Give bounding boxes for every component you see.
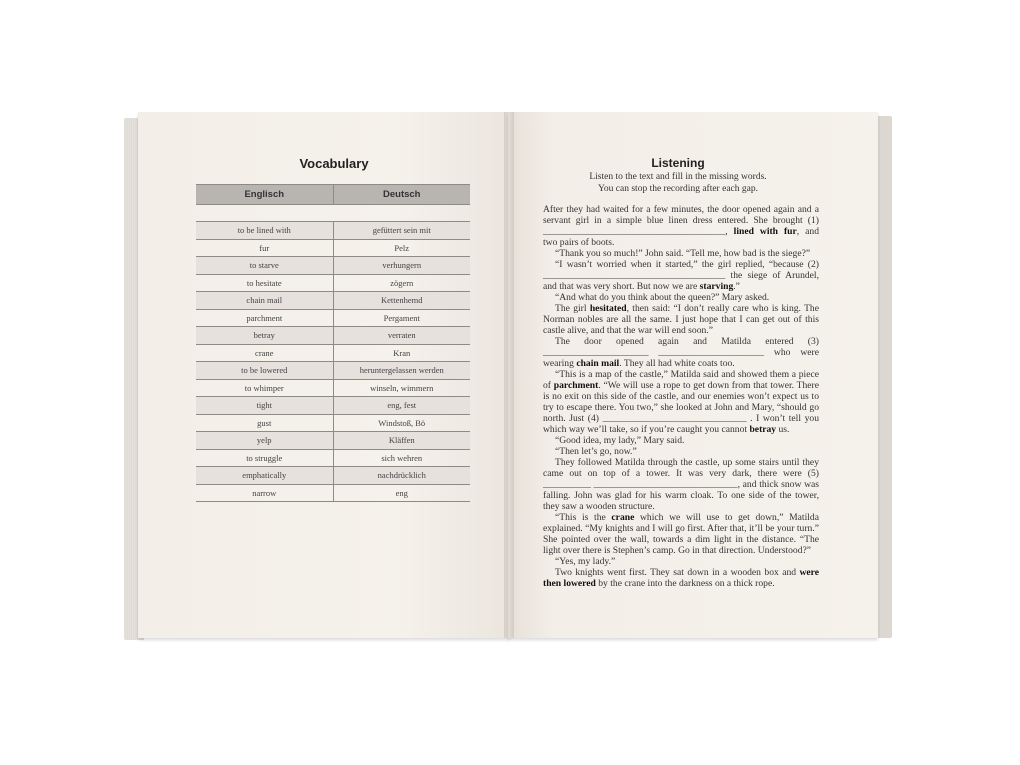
story-text: , and two pairs of boots.: [543, 226, 820, 248]
english-term: yelp: [196, 432, 334, 449]
story-text: “Yes, my lady.”: [555, 556, 616, 567]
story-text: “This is the: [555, 512, 612, 523]
english-term: parchment: [196, 310, 334, 327]
english-term: to be lined with: [196, 222, 334, 239]
story-paragraph: [543, 435, 819, 446]
english-term: narrow: [196, 485, 334, 502]
story-paragraph: [543, 292, 819, 303]
german-term: nachdrücklich: [377, 470, 426, 481]
german-term: Pergament: [383, 312, 420, 323]
table-row: [196, 362, 470, 380]
german-term: Kran: [393, 347, 411, 358]
table-row: [196, 485, 470, 503]
story-text: us.: [776, 424, 790, 435]
story-paragraph: [543, 446, 819, 457]
english-term: fur: [196, 240, 334, 257]
story-text: “This is a map of the castle,” Matilda said and showed them a piece of: [543, 369, 819, 391]
vocabulary-highlight: hesitated: [589, 303, 627, 314]
story-paragraph: [543, 556, 819, 567]
english-term: to struggle: [196, 450, 334, 467]
vocabulary-rows: [196, 222, 470, 502]
german-term: zögern: [390, 277, 414, 288]
story-paragraph: [543, 303, 819, 336]
table-row: [196, 222, 470, 240]
vocabulary-highlight: betray: [749, 424, 777, 435]
english-term: to be lowered: [196, 362, 334, 379]
table-row: [196, 240, 470, 258]
table-row: [196, 450, 470, 468]
story-text: which we will use to get down,” Matilda explained. “My knights and I will go first. After that, it’ll be your turn.” She pointed over the wall, towards a dim light in the distance. “The light over there is Stephen’s camp. Go in that direction. Understood?”: [543, 512, 819, 556]
story-paragraph: [543, 336, 819, 369]
table-row: [196, 345, 470, 363]
listening-instructions: [508, 171, 848, 195]
table-row: [196, 257, 470, 275]
vocabulary-title: Vocabulary: [299, 156, 369, 171]
story-paragraph: [543, 512, 819, 556]
german-term: Pelz: [394, 242, 410, 253]
table-row: [196, 292, 470, 310]
english-term: to hesitate: [196, 275, 334, 292]
story-paragraph: [543, 248, 819, 259]
english-term: crane: [196, 345, 334, 362]
vocabulary-highlight: were then lowered: [543, 567, 819, 589]
vocabulary-highlight: starving: [699, 281, 734, 292]
table-row: [196, 380, 470, 398]
german-term: heruntergelassen werden: [359, 365, 444, 376]
german-term: winseln, wimmern: [370, 382, 434, 393]
story-text: “I wasn’t worried when it started,” the girl replied, “because (2) ______________________________________ the siege of Arundel, and that was very short. But now we are: [543, 259, 819, 292]
story-text: , then said: “I don’t really care who is king. The Norman nobles are all the same. I just hope that I can get out of this castle alive, and that the war will end soon.”: [543, 303, 819, 336]
english-term: emphatically: [196, 467, 334, 484]
vocabulary-table: [196, 184, 470, 502]
column-header-english: Englisch: [196, 185, 334, 204]
story-text: by the crane into the darkness on a thick rope.: [595, 578, 775, 589]
story-text: “Then let’s go, now.”: [555, 446, 637, 457]
german-term: eng, fest: [387, 400, 417, 411]
vocabulary-table-header: [196, 184, 470, 205]
vocabulary-highlight: crane: [611, 512, 635, 523]
table-row: [196, 397, 470, 415]
story-paragraph: [543, 457, 819, 512]
table-row: [196, 310, 470, 328]
german-term: verhungern: [382, 260, 422, 271]
english-term: tight: [196, 397, 334, 414]
story-text: The door opened again and Matilda entered (3) ______________________ ______________________ who were wearing: [543, 336, 819, 369]
column-header-german: Deutsch: [383, 189, 421, 200]
english-term: gust: [196, 415, 334, 432]
german-term: gefüttert sein mit: [372, 225, 431, 236]
story-paragraph: [543, 369, 819, 435]
german-term: eng: [395, 487, 408, 498]
english-term: betray: [196, 327, 334, 344]
vocabulary-highlight: parchment: [553, 380, 599, 391]
story-paragraph: [543, 204, 819, 248]
story-text: Two knights went first. They sat down in a wooden box and: [555, 567, 800, 578]
story-text: .”: [733, 281, 740, 292]
story-text: They followed Matilda through the castle, up some stairs until they came out on top of a tower. It was very dark, there were (5) __________ ______________________________, and thick snow was falling. John was glad for his warm cloak. To one side of the tower, they saw a wooden structure.: [543, 457, 819, 512]
story-paragraph: [543, 567, 819, 589]
story-text: “Good idea, my lady,” Mary said.: [555, 435, 685, 446]
instruction-line-1: Listen to the text and fill in the missing words.: [589, 172, 767, 182]
listening-story-text: [543, 204, 819, 589]
table-row: [196, 415, 470, 433]
story-text: “Thank you so much!” John said. “Tell me, how bad is the siege?”: [555, 248, 811, 259]
vocabulary-highlight: chain mail: [576, 358, 620, 369]
story-text: After they had waited for a few minutes, the door opened again and a servant girl in a simple blue linen dress entered. She brought (1) ______________________________________,: [543, 204, 819, 237]
table-row: [196, 467, 470, 485]
story-text: . “We will use a rope to get down from that tower. There is no exit on this side of the castle, and our enemies won’t expect us to try to escape there. You two,” she looked at John and Mary, “should go north. Just (4) ______________________________ . I won’t tell you which way we’ll take, so if you’re caught you cannot: [543, 380, 819, 435]
table-row: [196, 275, 470, 293]
open-book: [124, 112, 892, 640]
story-paragraph: [543, 259, 819, 292]
instruction-line-2: You can stop the recording after each gap.: [598, 184, 758, 194]
story-text: “And what do you think about the queen?” Mary asked.: [555, 292, 770, 303]
german-term: Windstoß, Bö: [378, 417, 426, 428]
german-term: Kläffen: [388, 435, 415, 446]
story-text: . They all had white coats too.: [619, 358, 735, 369]
german-term: sich wehren: [381, 452, 423, 463]
german-term: Kettenhemd: [380, 295, 423, 306]
english-term: to whimper: [196, 380, 334, 397]
story-text: The girl: [555, 303, 590, 314]
listening-title: Listening: [651, 156, 705, 170]
german-term: verraten: [387, 330, 416, 341]
table-spacer: [196, 205, 470, 222]
table-row: [196, 432, 470, 450]
vocabulary-highlight: lined with fur: [733, 226, 797, 237]
english-term: to starve: [196, 257, 334, 274]
table-row: [196, 327, 470, 345]
english-term: chain mail: [196, 292, 334, 309]
